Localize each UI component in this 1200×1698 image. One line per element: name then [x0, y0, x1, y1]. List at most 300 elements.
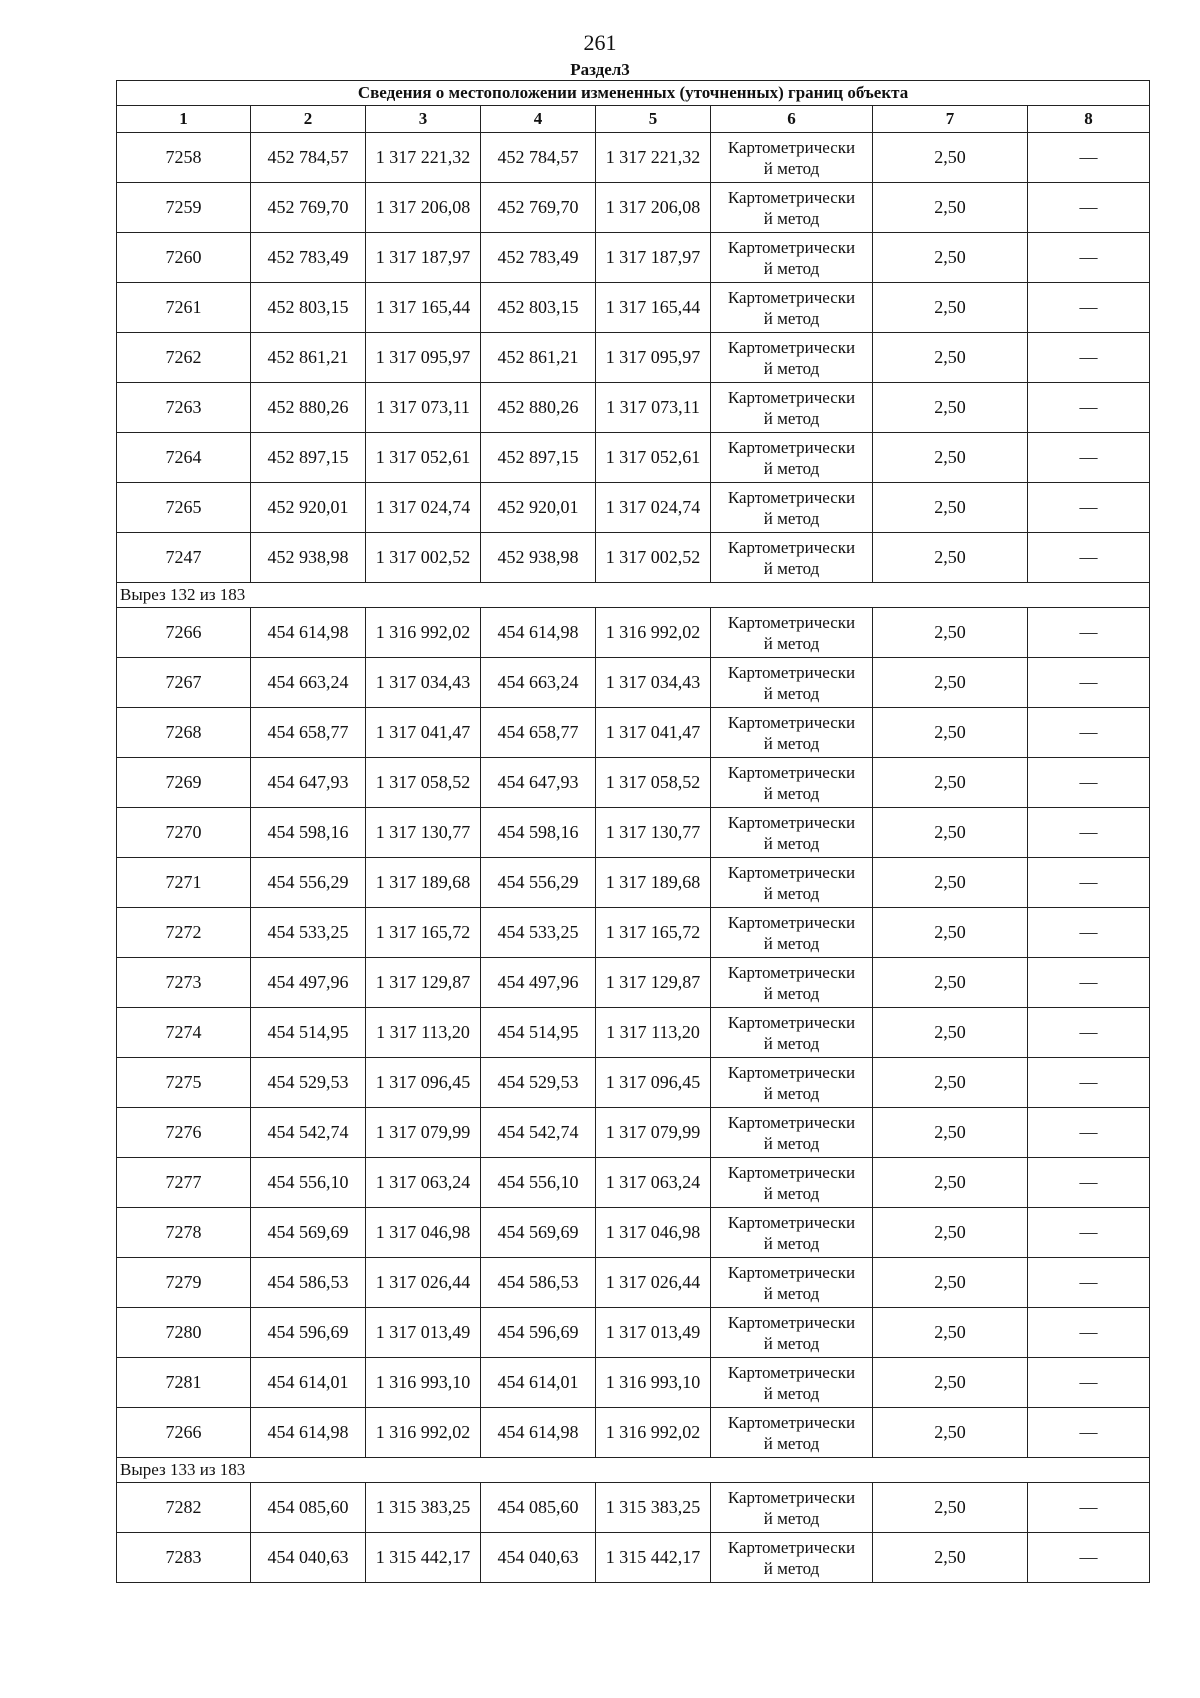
method-cell: [711, 533, 873, 583]
description-cell: [1028, 1533, 1150, 1583]
method-line: Картометрически: [727, 762, 856, 782]
method-cell: [711, 708, 873, 758]
point-number-cell: 7269: [117, 758, 251, 808]
method-line: й метод: [763, 1283, 820, 1303]
coordinate-cell: 1 317 221,32: [366, 133, 481, 183]
table-row: [117, 658, 1150, 708]
coordinate-cell: 1 317 041,47: [366, 708, 481, 758]
coordinate-cell: 1 317 058,52: [596, 758, 711, 808]
dash-text: —: [1079, 872, 1098, 892]
table-row: [117, 1258, 1150, 1308]
method-cell: [711, 1258, 873, 1308]
coordinate-cell: 452 783,49: [481, 233, 596, 283]
coordinate-cell: 454 663,24: [251, 658, 366, 708]
dash-text: —: [1079, 297, 1098, 317]
description-cell: [1028, 433, 1150, 483]
coordinate-cell: 454 614,01: [251, 1358, 366, 1408]
column-header: 3: [366, 106, 481, 133]
method-line: й метод: [763, 933, 820, 953]
point-number-cell: 7276: [117, 1108, 251, 1158]
accuracy-cell: 2,50: [873, 708, 1028, 758]
description-cell: [1028, 908, 1150, 958]
method-line: й метод: [763, 1433, 820, 1453]
method-line: Картометрически: [727, 912, 856, 932]
coordinate-cell: 1 315 442,17: [366, 1533, 481, 1583]
coordinate-cell: 1 317 046,98: [596, 1208, 711, 1258]
table-row: [117, 283, 1150, 333]
method-cell: [711, 433, 873, 483]
method-line: й метод: [763, 1383, 820, 1403]
section-row: [117, 583, 1150, 608]
method-line: й метод: [763, 783, 820, 803]
description-cell: [1028, 183, 1150, 233]
coordinate-cell: 454 556,10: [481, 1158, 596, 1208]
description-cell: [1028, 1208, 1150, 1258]
coordinate-cell: 454 542,74: [481, 1108, 596, 1158]
accuracy-cell: 2,50: [873, 233, 1028, 283]
coordinate-cell: 454 514,95: [481, 1008, 596, 1058]
coordinate-cell: 1 317 130,77: [596, 808, 711, 858]
accuracy-cell: 2,50: [873, 758, 1028, 808]
accuracy-cell: 2,50: [873, 1408, 1028, 1458]
method-line: й метод: [763, 1183, 820, 1203]
accuracy-cell: 2,50: [873, 1208, 1028, 1258]
method-cell: [711, 1208, 873, 1258]
table-row: [117, 808, 1150, 858]
column-header: 4: [481, 106, 596, 133]
coordinate-cell: 1 317 058,52: [366, 758, 481, 808]
dash-text: —: [1079, 1322, 1098, 1342]
coordinate-cell: 454 596,69: [481, 1308, 596, 1358]
coordinate-cell: 1 317 052,61: [366, 433, 481, 483]
description-cell: [1028, 1483, 1150, 1533]
section-label: Вырез 132 из 183: [117, 583, 1150, 608]
dash-text: —: [1079, 1022, 1098, 1042]
coordinate-cell: 454 598,16: [251, 808, 366, 858]
method-line: й метод: [763, 1033, 820, 1053]
point-number-cell: 7266: [117, 608, 251, 658]
description-cell: [1028, 333, 1150, 383]
coordinate-cell: 454 598,16: [481, 808, 596, 858]
table-row: [117, 1483, 1150, 1533]
method-line: й метод: [763, 1233, 820, 1253]
method-cell: [711, 908, 873, 958]
method-cell: [711, 283, 873, 333]
accuracy-cell: 2,50: [873, 1258, 1028, 1308]
coordinate-cell: 454 533,25: [481, 908, 596, 958]
method-line: Картометрически: [727, 1212, 856, 1232]
coordinate-cell: 1 315 383,25: [366, 1483, 481, 1533]
coordinate-cell: 1 317 073,11: [596, 383, 711, 433]
point-number-cell: 7264: [117, 433, 251, 483]
dash-text: —: [1079, 347, 1098, 367]
coordinate-cell: 1 317 034,43: [366, 658, 481, 708]
point-number-cell: 7270: [117, 808, 251, 858]
method-cell: [711, 958, 873, 1008]
table-row: [117, 233, 1150, 283]
method-cell: [711, 608, 873, 658]
method-line: й метод: [763, 683, 820, 703]
table-row: [117, 483, 1150, 533]
accuracy-cell: 2,50: [873, 333, 1028, 383]
method-cell: [711, 1008, 873, 1058]
method-line: Картометрически: [727, 537, 856, 557]
coordinate-cell: 454 614,01: [481, 1358, 596, 1408]
point-number-cell: 7247: [117, 533, 251, 583]
dash-text: —: [1079, 397, 1098, 417]
method-cell: [711, 1483, 873, 1533]
coordinate-cell: 452 803,15: [481, 283, 596, 333]
description-cell: [1028, 1258, 1150, 1308]
coordinate-cell: 454 596,69: [251, 1308, 366, 1358]
method-cell: [711, 1058, 873, 1108]
table-row: [117, 858, 1150, 908]
dash-text: —: [1079, 197, 1098, 217]
table-row: [117, 1108, 1150, 1158]
coordinate-cell: 1 316 992,02: [596, 608, 711, 658]
method-cell: [711, 858, 873, 908]
coordinate-cell: 454 040,63: [251, 1533, 366, 1583]
accuracy-cell: 2,50: [873, 608, 1028, 658]
coordinate-cell: 1 317 013,49: [366, 1308, 481, 1358]
dash-text: —: [1079, 1172, 1098, 1192]
coordinate-cell: 1 317 063,24: [596, 1158, 711, 1208]
point-number-cell: 7277: [117, 1158, 251, 1208]
dash-text: —: [1079, 1497, 1098, 1517]
point-number-cell: 7262: [117, 333, 251, 383]
coordinate-cell: 452 784,57: [481, 133, 596, 183]
table-row: [117, 1408, 1150, 1458]
description-cell: [1028, 1008, 1150, 1058]
coordinate-cell: 1 317 165,44: [596, 283, 711, 333]
table-row: [117, 533, 1150, 583]
accuracy-cell: 2,50: [873, 283, 1028, 333]
coordinate-cell: 1 317 034,43: [596, 658, 711, 708]
method-cell: [711, 1158, 873, 1208]
coordinate-cell: 452 861,21: [481, 333, 596, 383]
description-cell: [1028, 1358, 1150, 1408]
description-cell: [1028, 133, 1150, 183]
method-line: Картометрически: [727, 962, 856, 982]
method-line: й метод: [763, 1508, 820, 1528]
dash-text: —: [1079, 547, 1098, 567]
method-line: Картометрически: [727, 237, 856, 257]
description-cell: [1028, 1408, 1150, 1458]
method-cell: [711, 658, 873, 708]
accuracy-cell: 2,50: [873, 133, 1028, 183]
coordinate-cell: 1 316 993,10: [366, 1358, 481, 1408]
accuracy-cell: 2,50: [873, 1483, 1028, 1533]
coordinate-cell: 454 663,24: [481, 658, 596, 708]
coordinate-cell: 454 647,93: [481, 758, 596, 808]
section-row: [117, 1458, 1150, 1483]
method-line: й метод: [763, 508, 820, 528]
accuracy-cell: 2,50: [873, 1008, 1028, 1058]
accuracy-cell: 2,50: [873, 1058, 1028, 1108]
point-number-cell: 7281: [117, 1358, 251, 1408]
coordinate-cell: 454 085,60: [251, 1483, 366, 1533]
table-row: [117, 1308, 1150, 1358]
coordinate-cell: 454 497,96: [481, 958, 596, 1008]
point-number-cell: 7275: [117, 1058, 251, 1108]
method-line: Картометрически: [727, 337, 856, 357]
point-number-cell: 7272: [117, 908, 251, 958]
column-header: 8: [1028, 106, 1150, 133]
coordinate-cell: 1 317 024,74: [366, 483, 481, 533]
accuracy-cell: 2,50: [873, 958, 1028, 1008]
accuracy-cell: 2,50: [873, 483, 1028, 533]
accuracy-cell: 2,50: [873, 808, 1028, 858]
point-number-cell: 7278: [117, 1208, 251, 1258]
coordinate-cell: 454 529,53: [481, 1058, 596, 1108]
point-number-cell: 7263: [117, 383, 251, 433]
dash-text: —: [1079, 1122, 1098, 1142]
coordinate-cell: 454 658,77: [481, 708, 596, 758]
method-line: й метод: [763, 308, 820, 328]
section-label: Вырез 133 из 183: [117, 1458, 1150, 1483]
method-line: й метод: [763, 1333, 820, 1353]
column-header-row: [117, 106, 1150, 133]
coordinate-cell: 1 317 096,45: [596, 1058, 711, 1108]
accuracy-cell: 2,50: [873, 433, 1028, 483]
coordinate-cell: 454 647,93: [251, 758, 366, 808]
table-row: [117, 958, 1150, 1008]
coordinate-cell: 454 040,63: [481, 1533, 596, 1583]
coordinate-cell: 452 769,70: [251, 183, 366, 233]
table-row: [117, 1533, 1150, 1583]
coordinate-cell: 1 317 130,77: [366, 808, 481, 858]
dash-text: —: [1079, 1222, 1098, 1242]
method-line: й метод: [763, 258, 820, 278]
point-number-cell: 7271: [117, 858, 251, 908]
coordinate-cell: 452 938,98: [481, 533, 596, 583]
table-body: [117, 133, 1150, 1583]
accuracy-cell: 2,50: [873, 1308, 1028, 1358]
description-cell: [1028, 608, 1150, 658]
point-number-cell: 7268: [117, 708, 251, 758]
dash-text: —: [1079, 1272, 1098, 1292]
coordinate-cell: 454 614,98: [481, 608, 596, 658]
method-line: й метод: [763, 883, 820, 903]
coordinate-cell: 454 497,96: [251, 958, 366, 1008]
point-number-cell: 7265: [117, 483, 251, 533]
coordinate-cell: 1 317 002,52: [366, 533, 481, 583]
coordinate-cell: 1 317 206,08: [366, 183, 481, 233]
column-header: 5: [596, 106, 711, 133]
coordinate-cell: 1 317 113,20: [366, 1008, 481, 1058]
accuracy-cell: 2,50: [873, 658, 1028, 708]
method-line: Картометрически: [727, 712, 856, 732]
method-cell: [711, 483, 873, 533]
dash-text: —: [1079, 1547, 1098, 1567]
method-cell: [711, 183, 873, 233]
method-line: Картометрически: [727, 1262, 856, 1282]
dash-text: —: [1079, 822, 1098, 842]
description-cell: [1028, 533, 1150, 583]
coordinate-cell: 454 614,98: [251, 608, 366, 658]
coordinate-cell: 1 316 992,02: [366, 1408, 481, 1458]
coordinate-cell: 1 317 026,44: [596, 1258, 711, 1308]
method-line: Картометрически: [727, 1062, 856, 1082]
dash-text: —: [1079, 247, 1098, 267]
column-header: 2: [251, 106, 366, 133]
point-number-cell: 7280: [117, 1308, 251, 1358]
method-cell: [711, 758, 873, 808]
point-number-cell: 7267: [117, 658, 251, 708]
method-cell: [711, 383, 873, 433]
method-cell: [711, 808, 873, 858]
coordinate-cell: 452 803,15: [251, 283, 366, 333]
coordinate-cell: 1 317 073,11: [366, 383, 481, 433]
coordinate-cell: 1 315 442,17: [596, 1533, 711, 1583]
description-cell: [1028, 758, 1150, 808]
coordinate-cell: 452 897,15: [481, 433, 596, 483]
accuracy-cell: 2,50: [873, 1533, 1028, 1583]
method-line: Картометрически: [727, 1487, 856, 1507]
point-number-cell: 7261: [117, 283, 251, 333]
coordinate-cell: 1 317 129,87: [596, 958, 711, 1008]
coordinate-cell: 454 586,53: [251, 1258, 366, 1308]
method-line: й метод: [763, 208, 820, 228]
description-cell: [1028, 808, 1150, 858]
point-number-cell: 7266: [117, 1408, 251, 1458]
coordinate-cell: 1 317 095,97: [366, 333, 481, 383]
table-row: [117, 1008, 1150, 1058]
point-number-cell: 7282: [117, 1483, 251, 1533]
description-cell: [1028, 283, 1150, 333]
accuracy-cell: 2,50: [873, 533, 1028, 583]
method-line: Картометрически: [727, 437, 856, 457]
method-line: й метод: [763, 633, 820, 653]
coordinate-cell: 1 317 221,32: [596, 133, 711, 183]
table-row: [117, 1058, 1150, 1108]
accuracy-cell: 2,50: [873, 183, 1028, 233]
method-line: й метод: [763, 358, 820, 378]
method-cell: [711, 133, 873, 183]
method-line: й метод: [763, 408, 820, 428]
column-header: 6: [711, 106, 873, 133]
point-number-cell: 7283: [117, 1533, 251, 1583]
coordinate-cell: 1 316 993,10: [596, 1358, 711, 1408]
coordinate-cell: 454 556,10: [251, 1158, 366, 1208]
coordinate-cell: 1 317 165,72: [366, 908, 481, 958]
coordinate-cell: 1 317 026,44: [366, 1258, 481, 1308]
table-row: [117, 433, 1150, 483]
method-line: й метод: [763, 158, 820, 178]
method-cell: [711, 1533, 873, 1583]
dash-text: —: [1079, 147, 1098, 167]
coordinate-cell: 454 569,69: [251, 1208, 366, 1258]
coordinate-cell: 1 317 187,97: [596, 233, 711, 283]
dash-text: —: [1079, 722, 1098, 742]
accuracy-cell: 2,50: [873, 858, 1028, 908]
method-line: Картометрически: [727, 1012, 856, 1032]
method-line: Картометрически: [727, 862, 856, 882]
dash-text: —: [1079, 1372, 1098, 1392]
coordinate-cell: 1 317 165,72: [596, 908, 711, 958]
coordinate-cell: 452 861,21: [251, 333, 366, 383]
coordinate-cell: 1 317 046,98: [366, 1208, 481, 1258]
accuracy-cell: 2,50: [873, 908, 1028, 958]
dash-text: —: [1079, 922, 1098, 942]
coordinate-cell: 1 315 383,25: [596, 1483, 711, 1533]
coordinate-cell: 1 317 079,99: [366, 1108, 481, 1158]
coordinate-cell: 454 658,77: [251, 708, 366, 758]
coordinate-cell: 1 317 189,68: [596, 858, 711, 908]
dash-text: —: [1079, 447, 1098, 467]
column-header: 1: [117, 106, 251, 133]
dash-text: —: [1079, 1422, 1098, 1442]
coordinate-cell: 454 085,60: [481, 1483, 596, 1533]
table-row: [117, 758, 1150, 808]
coordinate-cell: 452 920,01: [251, 483, 366, 533]
coordinate-cell: 1 317 189,68: [366, 858, 481, 908]
description-cell: [1028, 708, 1150, 758]
coordinate-cell: 1 317 079,99: [596, 1108, 711, 1158]
coordinate-cell: 1 316 992,02: [366, 608, 481, 658]
method-line: й метод: [763, 1133, 820, 1153]
method-cell: [711, 1358, 873, 1408]
point-number-cell: 7274: [117, 1008, 251, 1058]
dash-text: —: [1079, 772, 1098, 792]
method-line: й метод: [763, 983, 820, 1003]
coordinate-cell: 454 614,98: [251, 1408, 366, 1458]
method-line: Картометрически: [727, 1362, 856, 1382]
coordinate-cell: 1 317 187,97: [366, 233, 481, 283]
coordinate-cell: 452 880,26: [481, 383, 596, 433]
method-line: й метод: [763, 833, 820, 853]
accuracy-cell: 2,50: [873, 1358, 1028, 1408]
description-cell: [1028, 1308, 1150, 1358]
method-line: Картометрически: [727, 812, 856, 832]
point-number-cell: 7260: [117, 233, 251, 283]
method-line: й метод: [763, 733, 820, 753]
table-row: [117, 1158, 1150, 1208]
method-line: Картометрически: [727, 487, 856, 507]
description-cell: [1028, 233, 1150, 283]
coordinate-cell: 454 586,53: [481, 1258, 596, 1308]
coordinate-cell: 1 317 113,20: [596, 1008, 711, 1058]
coordinate-cell: 454 542,74: [251, 1108, 366, 1158]
coordinate-cell: 454 569,69: [481, 1208, 596, 1258]
table-row: [117, 1358, 1150, 1408]
method-line: Картометрически: [727, 187, 856, 207]
method-line: й метод: [763, 1083, 820, 1103]
coordinate-cell: 1 317 096,45: [366, 1058, 481, 1108]
point-number-cell: 7259: [117, 183, 251, 233]
method-line: Картометрически: [727, 1162, 856, 1182]
coordinate-cell: 454 614,98: [481, 1408, 596, 1458]
coordinate-cell: 452 920,01: [481, 483, 596, 533]
method-cell: [711, 1308, 873, 1358]
coordinate-cell: 452 938,98: [251, 533, 366, 583]
table-row: [117, 908, 1150, 958]
table-row: [117, 383, 1150, 433]
section-title: Раздел3: [570, 60, 630, 79]
method-line: Картометрически: [727, 1412, 856, 1432]
coordinate-cell: 454 556,29: [481, 858, 596, 908]
column-header: 7: [873, 106, 1028, 133]
accuracy-cell: 2,50: [873, 1158, 1028, 1208]
table-row: [117, 708, 1150, 758]
coordinates-table: [116, 80, 1150, 1583]
coordinate-cell: 1 317 165,44: [366, 283, 481, 333]
coordinate-cell: 1 317 013,49: [596, 1308, 711, 1358]
method-cell: [711, 1108, 873, 1158]
method-line: Картометрически: [727, 1537, 856, 1557]
coordinate-cell: 452 783,49: [251, 233, 366, 283]
method-line: й метод: [763, 558, 820, 578]
